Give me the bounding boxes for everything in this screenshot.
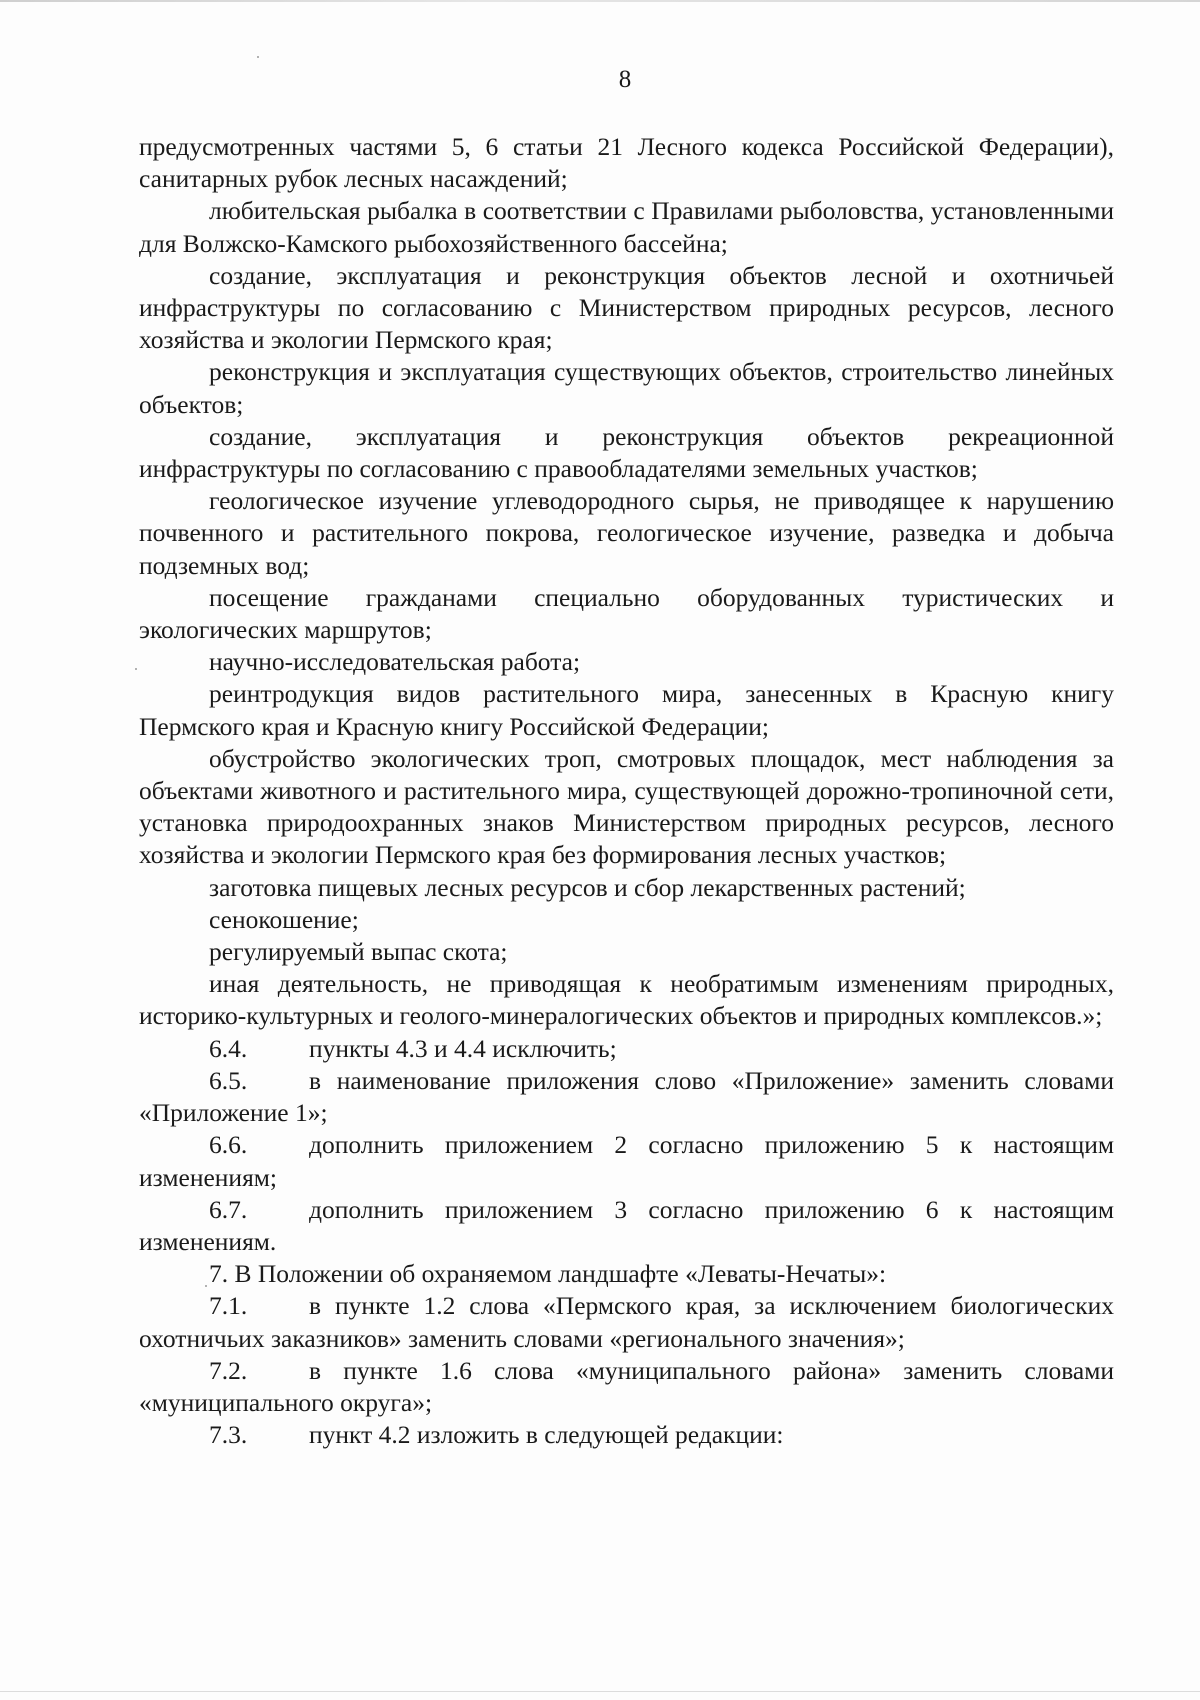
item-7-1	[139, 1290, 1114, 1354]
scan-edge-top	[0, 0, 1200, 2]
paragraph-reintroduction: реинтродукция видов растительного мира, занесенных в Красную книгу Пермского края и Красную книгу Российской Федерации;	[139, 679, 1114, 741]
item-6-5	[139, 1065, 1114, 1129]
item-6-6	[139, 1129, 1114, 1193]
item-number: 7.1.	[209, 1291, 248, 1321]
item-text: пункт 4.2 изложить в следующей редакции:	[309, 1420, 784, 1450]
scan-speck	[257, 56, 259, 58]
item-number: 6.6.	[209, 1130, 248, 1160]
paragraph-other-activity: иная деятельность, не приводящая к необратимым изменениям природных, историко-культурных и геолого-минералогических объектов и природных комплексов.»;	[139, 969, 1114, 1031]
item-text: дополнить приложением 2 согласно приложению 5 к настоящим изменениям;	[139, 1130, 1114, 1192]
page-number: 8	[618, 66, 632, 93]
paragraph-continuation: предусмотренных частями 5, 6 статьи 21 Лесного кодекса Российской Федерации), санитарных рубок лесных насаждений;	[139, 132, 1114, 194]
item-text: пункты 4.3 и 4.4 исключить;	[309, 1033, 617, 1063]
item-number: 6.7.	[209, 1194, 248, 1224]
section-7-heading: 7. В Положении об охраняемом ландшафте «Леваты-Нечаты»:	[209, 1259, 887, 1289]
paragraph-ecological-trails: обустройство экологических троп, смотровых площадок, мест наблюдения за объектами животного и растительного мира, существующей дорожно-тропиночной сети, установка природоохранных знаков Министерством природных ресурсов, лесного хозяйства и экологии Пермского края без формирования лесных участков;	[139, 743, 1114, 870]
paragraph-tourist-routes: посещение гражданами специально оборудованных туристических и экологических маршрутов;	[139, 582, 1114, 645]
paragraph-research: научно-исследовательская работа;	[209, 647, 581, 677]
item-text: в пункте 1.2 слова «Пермского края, за исключением биологических охотничьих заказников» заменить словами «регионального значения»;	[139, 1291, 1114, 1353]
body-text	[139, 131, 1114, 1451]
item-text: дополнить приложением 3 согласно приложению 6 к настоящим изменениям.	[139, 1194, 1114, 1256]
item-7-3	[139, 1419, 1114, 1451]
item-text: в пункте 1.6 слова «муниципального района» заменить словами «муниципального округа»;	[139, 1355, 1114, 1417]
paragraph-haymaking: сенокошение;	[209, 904, 359, 934]
paragraph-food-resources: заготовка пищевых лесных ресурсов и сбор лекарственных растений;	[209, 872, 966, 902]
item-number: 7.3.	[209, 1420, 248, 1450]
item-6-4	[139, 1033, 1114, 1065]
paragraph-geological-study: геологическое изучение углеводородного сырья, не приводящее к нарушению почвенного и растительного покрова, геологическое изучение, разведка и добыча подземных вод;	[139, 486, 1114, 580]
item-number: 7.2.	[209, 1355, 248, 1385]
item-number: 6.4.	[209, 1033, 248, 1063]
paragraph-amateur-fishing: любительская рыбалка в соответствии с Правилами рыболовства, установленными для Волжско-Камского рыбохозяйственного бассейна;	[139, 196, 1114, 258]
paragraph-recreational-infrastructure: создание, эксплуатация и реконструкция объектов рекреационной инфраструктуры по согласованию с правообладателями земельных участков;	[139, 421, 1114, 484]
scan-edge-bottom	[0, 1691, 1200, 1692]
scan-speck	[135, 668, 137, 670]
item-number: 6.5.	[209, 1065, 248, 1095]
scan-speck	[205, 1285, 207, 1287]
paragraph-forest-infrastructure: создание, эксплуатация и реконструкция объектов лесной и охотничьей инфраструктуры по согласованию с Министерством природных ресурсов, лесного хозяйства и экологии Пермского края;	[139, 260, 1114, 355]
paragraph-linear-objects: реконструкция и эксплуатация существующих объектов, строительство линейных объектов;	[139, 357, 1114, 419]
item-text: в наименование приложения слово «Приложение» заменить словами «Приложение 1»;	[139, 1065, 1114, 1128]
item-6-7	[139, 1194, 1114, 1258]
paragraph-grazing: регулируемый выпас скота;	[209, 937, 508, 967]
item-7-2	[139, 1355, 1114, 1419]
